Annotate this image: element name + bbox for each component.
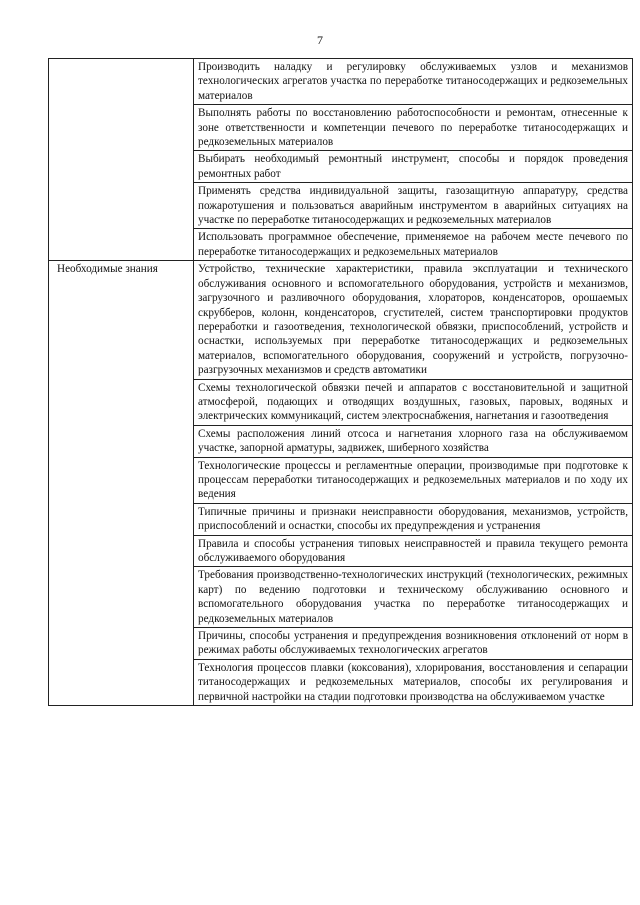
knowledge-cell: Устройство, технические характеристики, правила эксплуатации и технического обслуживания основного и вспомогательного оборудования, устройств и механизмов, загрузочного и разливочного оборудования, хлораторов, конденсаторов, орошаемых скрубберов, колонн, конденсаторов, сгустителей, систем транспортировки продуктов переработки и газоотведения, технологической обвязки, приспособлений, устройств и оснастки, используемых при переработке титаносодержащих и редкоземельных материалов, вспомогательного оборудования, сооружений и устройств, погрузочно-разгрузочных механизмов и средств автоматики (194, 261, 633, 379)
skill-cell: Использовать программное обеспечение, применяемое на рабочем месте печевого по переработке титаносодержащих и редкоземельных материалов (194, 229, 633, 261)
table-row (49, 59, 633, 105)
knowledge-cell: Причины, способы устранения и предупреждения возникновения отклонений от норм в режимах работы обслуживаемых технологических агрегатов (194, 628, 633, 660)
knowledge-cell: Схемы расположения линий отсоса и нагнетания хлорного газа на обслуживаемом участке, запорной арматуры, задвижек, шиберного хозяйства (194, 425, 633, 457)
knowledge-cell: Технологические процессы и регламентные операции, производимые при подготовке к процессам переработки титаносодержащих и редкоземельных материалов и по ходу их ведения (194, 457, 633, 503)
skill-cell: Применять средства индивидуальной защиты, газозащитную аппаратуру, средства пожаротушения и пользоваться аварийным инструментом в аварийных ситуациях на участке по переработке титаносодержащих и редкоземельных материалов (194, 183, 633, 229)
knowledge-cell: Схемы технологической обвязки печей и аппаратов с восстановительной и защитной атмосферой, подающих и отводящих воздушных, газовых, паровых, водяных и электрических коммуникаций, систем электроснабжения, нагнетания и газоотведения (194, 379, 633, 425)
knowledge-cell: Требования производственно-технологических инструкций (технологических, режимных карт) по ведению подготовки и техническому обслуживанию основного и вспомогательного оборудования участка по переработке титаносодержащих и редкоземельных материалов (194, 567, 633, 628)
knowledge-cell: Типичные причины и признаки неисправности оборудования, механизмов, устройств, приспособлений и оснастки, способы их предупреждения и устранения (194, 503, 633, 535)
knowledge-cell: Правила и способы устранения типовых неисправностей и правила текущего ремонта обслуживаемого оборудования (194, 535, 633, 567)
skill-cell: Выбирать необходимый ремонтный инструмент, способы и порядок проведения ремонтных работ (194, 151, 633, 183)
page-number: 7 (317, 33, 323, 47)
table-row (49, 261, 633, 379)
row-label-cell (49, 59, 194, 261)
skill-cell: Выполнять работы по восстановлению работоспособности и ремонтам, отнесенные к зоне ответственности и компетенции печевого по переработке титаносодержащих и редкоземельных материалов (194, 105, 633, 151)
knowledge-cell: Технология процессов плавки (коксования), хлорирования, восстановления и сепарации титаносодержащих и редкоземельных материалов, способы их регулирования и первичной настройки на стадии подготовки производства на обслуживаемом участке (194, 659, 633, 705)
knowledge-label-cell: Необходимые знания (49, 261, 194, 706)
skill-cell: Производить наладку и регулировку обслуживаемых узлов и механизмов технологических агрегатов участка по переработке титаносодержащих и редкоземельных материалов (194, 59, 633, 105)
competency-table (48, 58, 633, 706)
